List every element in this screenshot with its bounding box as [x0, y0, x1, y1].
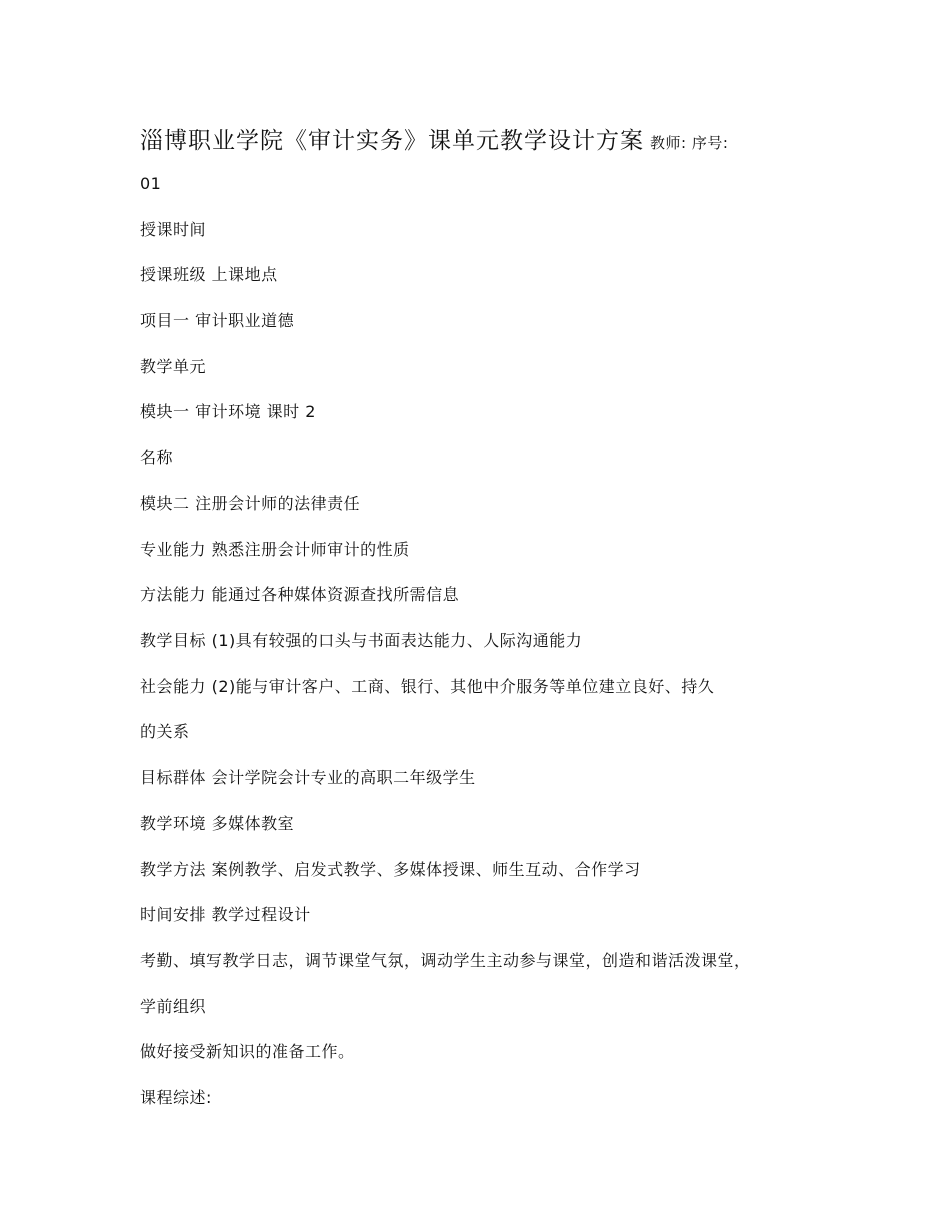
text-line: 授课班级 上课地点 — [140, 265, 278, 284]
text-line: 教学目标 (1)具有较强的口头与书面表达能力、人际沟通能力 — [140, 631, 583, 650]
text-line: 学前组织 — [140, 997, 207, 1016]
text-line: 模块一 审计环境 课时 2 — [140, 402, 316, 421]
text-line: 社会能力 (2)能与审计客户、工商、银行、其他中介服务等单位建立良好、持久 — [140, 677, 715, 696]
text-line: 考勤、填写教学日志，调节课堂气氛，调动学生主动参与课堂，创造和谐活泼课堂， — [140, 951, 751, 970]
title-line — [140, 122, 728, 155]
text-line: 教学方法 案例教学、启发式教学、多媒体授课、师生互动、合作学习 — [140, 860, 641, 879]
text-line: 名称 — [140, 448, 174, 467]
teacher-serial-label: 教师: 序号: — [650, 134, 729, 152]
text-line: 教学单元 — [140, 357, 207, 376]
text-line: 模块二 注册会计师的法律责任 — [140, 494, 361, 513]
text-line: 方法能力 能通过各种媒体资源查找所需信息 — [140, 585, 460, 604]
text-line: 时间安排 教学过程设计 — [140, 905, 311, 924]
text-line: 项目一 审计职业道德 — [140, 311, 295, 330]
serial-number: 01 — [140, 174, 162, 193]
text-line: 的关系 — [140, 722, 190, 741]
text-line: 目标群体 会计学院会计专业的高职二年级学生 — [140, 768, 476, 787]
document-title: 淄博职业学院《审计实务》课单元教学设计方案 — [140, 128, 644, 154]
text-line: 课程综述: — [140, 1088, 212, 1107]
text-line: 授课时间 — [140, 220, 207, 239]
text-line: 做好接受新知识的准备工作。 — [140, 1042, 355, 1061]
text-line: 专业能力 熟悉注册会计师审计的性质 — [140, 540, 410, 559]
text-line: 教学环境 多媒体教室 — [140, 814, 295, 833]
